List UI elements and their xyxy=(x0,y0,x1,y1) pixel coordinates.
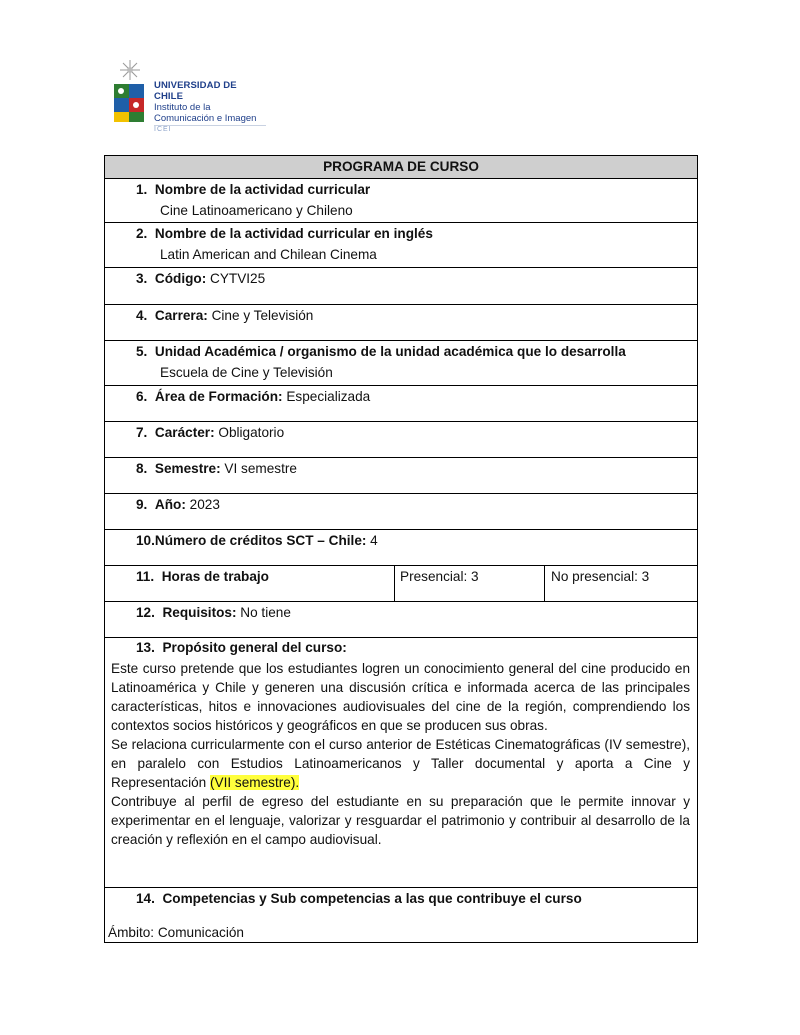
item11-no-presencial-cell: No presencial: 3 xyxy=(551,569,650,584)
item-general-purpose xyxy=(105,637,697,887)
item1-value: Cine Latinoamericano y Chileno xyxy=(160,203,353,218)
item-requirements xyxy=(105,601,697,637)
logo-underline xyxy=(154,125,266,126)
item5-value: Escuela de Cine y Televisión xyxy=(160,365,333,380)
item7-line: 7. Carácter: Obligatorio xyxy=(136,425,285,440)
item-competencies xyxy=(105,887,697,942)
item2-title: 2. Nombre de la actividad curricular en inglés xyxy=(136,226,433,241)
item8-line: 8. Semestre: VI semestre xyxy=(136,461,297,476)
item13-title: 13. Propósito general del curso: xyxy=(136,640,347,655)
logo-acronym: ICEI xyxy=(154,126,172,133)
item-training-area xyxy=(105,385,697,421)
university-logo xyxy=(108,58,268,133)
item11-label-cell xyxy=(105,566,395,601)
item-year xyxy=(105,493,697,529)
item6-line: 6. Área de Formación: Especializada xyxy=(136,389,371,404)
item11-presencial-cell: Presencial: 3 xyxy=(395,566,545,601)
item10-line: 10.Número de créditos SCT – Chile: 4 xyxy=(136,533,378,548)
course-program-table xyxy=(104,155,698,943)
item2-value: Latin American and Chilean Cinema xyxy=(160,247,377,262)
highlighted-semester: (VII semestre). xyxy=(210,775,300,790)
item3-line: 3. Código: CYTVI25 xyxy=(136,271,266,286)
item14-title: 14. Competencias y Sub competencias a las que contribuye el curso xyxy=(136,891,582,906)
logo-university-name: UNIVERSIDAD DE CHILE xyxy=(154,80,237,102)
item-academic-unit xyxy=(105,340,697,385)
item-semester xyxy=(105,457,697,493)
item13-body xyxy=(111,659,690,849)
logo-text xyxy=(154,80,268,135)
item1-title: 1. Nombre de la actividad curricular xyxy=(136,182,371,197)
logo-institute-line2: Comunicación e Imagen xyxy=(154,113,257,124)
purpose-paragraph-2: Se relaciona curricularmente con el curso anterior de Estéticas Cinematográficas (IV semestre), en paralelo con Estudios Latinoamericanos y Taller documental y aporta a Cine y Representación (VII semestre). xyxy=(111,737,690,790)
purpose-paragraph-3: Contribuye al perfil de egreso del estudiante en su preparación que le permite innovar y experimentar en el lenguaje, valorizar y resguardar el patrimonio y contribuir al desarrollo de la creación y reflexión en el campo audiovisual. xyxy=(111,794,690,847)
item4-line: 4. Carrera: Cine y Televisión xyxy=(136,308,314,323)
item-character xyxy=(105,421,697,457)
logo-institute-line1: Instituto de la xyxy=(154,102,211,113)
item-work-hours xyxy=(105,565,697,601)
item5-title: 5. Unidad Académica / organismo de la unidad académica que lo desarrolla xyxy=(136,344,626,359)
item-activity-name xyxy=(105,178,697,222)
item11-title: 11. Horas de trabajo xyxy=(136,569,269,584)
table-header: PROGRAMA DE CURSO xyxy=(105,156,697,178)
item-activity-name-english xyxy=(105,222,697,267)
item12-line: 12. Requisitos: No tiene xyxy=(136,605,291,620)
item-code xyxy=(105,267,697,304)
item-credits xyxy=(105,529,697,565)
university-crest-icon xyxy=(108,58,152,126)
item-career xyxy=(105,304,697,340)
purpose-paragraph-1: Este curso pretende que los estudiantes logren un conocimiento general del cine producido en Latinoamérica y Chile y generen una discusión crítica e informada acerca de las principales características, hitos e innovaciones audiovisuales del cine de la región, comprendiendo los contextos socios históricos y geográficos en que se producen sus obras. xyxy=(111,661,690,733)
item9-line: 9. Año: 2023 xyxy=(136,497,220,512)
item14-scope: Ámbito: Comunicación xyxy=(108,925,244,940)
